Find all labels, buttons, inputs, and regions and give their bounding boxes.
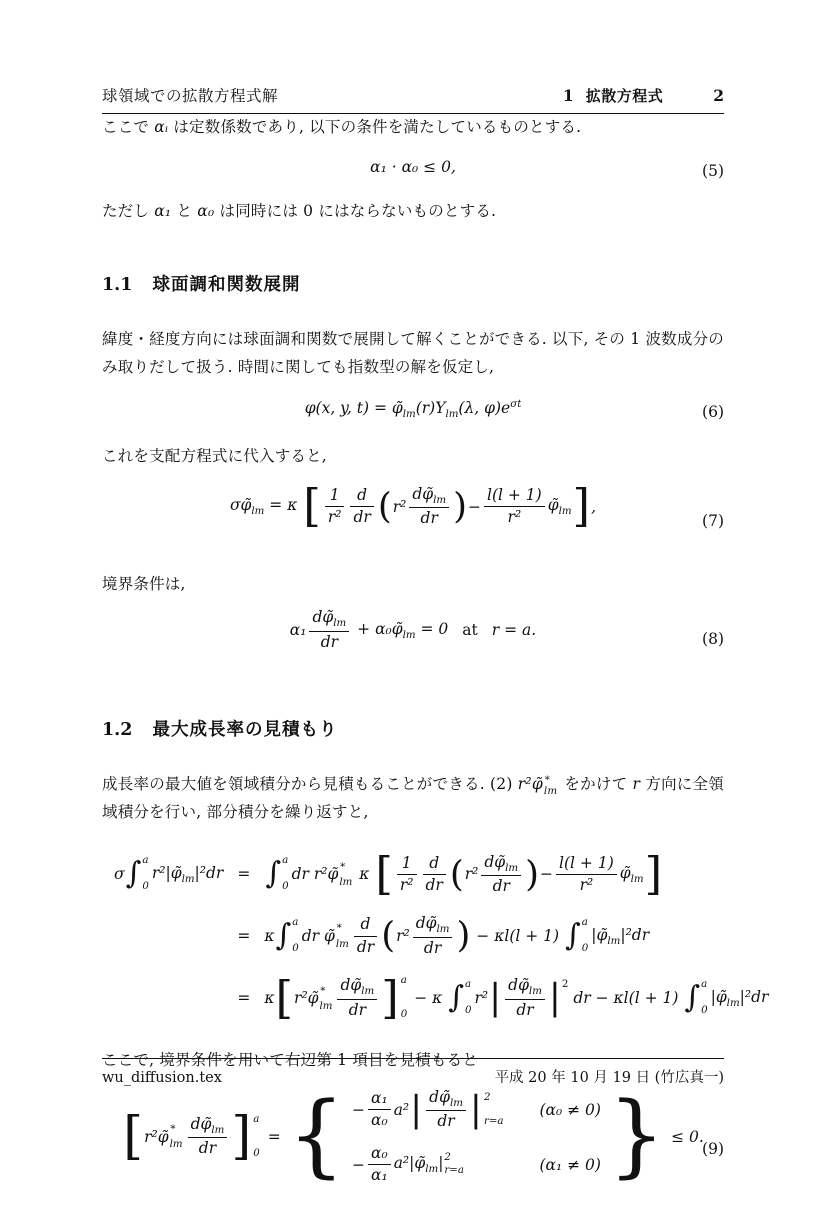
fraction-denominator: dr bbox=[423, 874, 446, 895]
math-run: r² bbox=[474, 989, 489, 1008]
header-section-title: 拡散方程式 bbox=[585, 87, 664, 105]
subscript-lm: lm bbox=[402, 409, 416, 421]
left-bar: | bbox=[410, 1089, 423, 1130]
integral-lower-limit: 0 bbox=[282, 881, 289, 893]
align-row3-rel: = bbox=[237, 989, 251, 1008]
equation-number-6: (6) bbox=[702, 403, 724, 422]
fraction-denominator: r² bbox=[325, 506, 345, 527]
align-row1-lhs bbox=[114, 856, 223, 892]
right-bracket: ] bbox=[644, 847, 663, 901]
left-bracket: [ bbox=[303, 479, 321, 533]
header-page-number: 2 bbox=[713, 86, 724, 105]
paragraph-first-term: ここで, 境界条件を用いて右辺第 1 項目を見積もると bbox=[102, 1050, 478, 1069]
integral-limits bbox=[465, 980, 472, 1016]
integral-limits bbox=[292, 918, 299, 954]
math-alpha-i: αᵢ bbox=[154, 118, 169, 136]
fraction-dphi-over-dr bbox=[481, 853, 521, 897]
fraction-dphi-over-dr bbox=[188, 1115, 228, 1159]
right-bar: | bbox=[469, 1089, 482, 1130]
sup-sub-stack bbox=[339, 861, 352, 888]
fraction-dphi-over-dr bbox=[337, 976, 377, 1020]
fraction-numerator bbox=[426, 1088, 466, 1110]
superscript-2: 2 bbox=[561, 979, 569, 991]
math-run: r = a. bbox=[491, 621, 537, 640]
text-run: と bbox=[171, 201, 198, 220]
fraction-dphi-over-dr bbox=[426, 1088, 466, 1132]
math-run: = 0 bbox=[415, 619, 449, 638]
equation-number-5: (5) bbox=[702, 161, 724, 180]
subscript-lm: lm bbox=[211, 1125, 225, 1137]
equation-6-body bbox=[102, 399, 724, 420]
math-run: , bbox=[591, 497, 597, 516]
fraction-1-over-r2 bbox=[325, 486, 345, 528]
math-run bbox=[394, 1154, 444, 1175]
text-run: は同時には 0 にはならないものとする. bbox=[214, 201, 497, 220]
math-run: dφ̃ bbox=[190, 1114, 212, 1133]
subscript-lm: lm bbox=[607, 935, 621, 947]
fraction-numerator: d bbox=[357, 485, 368, 504]
superscript-star: ∗ bbox=[335, 921, 343, 933]
math-run: φ(x, y, t) = φ̃ bbox=[304, 399, 403, 418]
right-bracket: ] bbox=[231, 1106, 252, 1166]
case-2-condition: (α₁ ≠ 0) bbox=[539, 1155, 601, 1174]
page-content bbox=[102, 0, 769, 1210]
math-run: |²dr bbox=[620, 925, 650, 944]
lower-limit: 0 bbox=[253, 1147, 260, 1159]
math-r2-phi-star-lm bbox=[517, 772, 559, 797]
subscript-lm: lm bbox=[433, 494, 447, 506]
math-run bbox=[548, 496, 572, 517]
subscript-lm: lm bbox=[169, 1139, 183, 1151]
math-run: σφ̃ bbox=[229, 496, 252, 515]
page-footer bbox=[102, 1058, 724, 1087]
subscript-lm: lm bbox=[558, 506, 572, 518]
integral-sign: ∫ bbox=[448, 980, 464, 1016]
math-run: dφ̃ bbox=[412, 484, 434, 503]
math-run: dφ̃ bbox=[484, 852, 506, 871]
upper-limit: a bbox=[253, 1113, 260, 1125]
superscript-star: ∗ bbox=[543, 772, 552, 784]
integral-limits bbox=[142, 856, 149, 892]
subscript-lm: lm bbox=[402, 629, 416, 641]
fraction-numerator: l(l + 1) bbox=[559, 853, 614, 872]
fraction-denominator: dr bbox=[309, 631, 349, 652]
math-run: |φ̃ bbox=[591, 925, 608, 944]
left-paren: ( bbox=[381, 915, 396, 957]
integral-0-a bbox=[265, 856, 288, 892]
integral-sign: ∫ bbox=[565, 918, 581, 954]
fraction-denominator: r² bbox=[556, 874, 617, 895]
math-run: φ̃ bbox=[619, 863, 631, 882]
sup-sub-stack bbox=[544, 774, 557, 797]
math-run: dr − κl(l + 1) bbox=[568, 989, 684, 1008]
right-paren: ) bbox=[525, 853, 540, 895]
fraction-numerator: d bbox=[360, 915, 371, 934]
header-right bbox=[563, 85, 724, 106]
subscript-lm: lm bbox=[726, 997, 740, 1009]
fraction-denominator: r² bbox=[397, 874, 417, 895]
text-run: ただし bbox=[102, 201, 155, 220]
math-run: = bbox=[267, 1127, 281, 1146]
section-number: 1.2 bbox=[102, 720, 133, 741]
fraction-numerator bbox=[337, 976, 377, 998]
math-run: σ bbox=[114, 865, 125, 884]
math-run: − κ bbox=[409, 989, 448, 1008]
header-section-number: 1 bbox=[562, 86, 574, 105]
equation-8-body bbox=[102, 608, 724, 652]
paragraph-boundary: 境界条件は, bbox=[102, 574, 186, 593]
integral-upper-limit: a bbox=[292, 916, 299, 928]
equation-6 bbox=[102, 399, 724, 425]
math-run: dφ̃ bbox=[312, 608, 334, 627]
math-at-keyword: at bbox=[462, 621, 478, 640]
fraction-ll1-over-r2 bbox=[484, 486, 545, 528]
align-row2-rel: = bbox=[237, 927, 251, 946]
left-paren: ( bbox=[377, 485, 392, 527]
math-run: ≤ 0. bbox=[666, 1127, 704, 1146]
left-bracket: [ bbox=[375, 847, 393, 901]
math-run bbox=[230, 496, 302, 517]
math-run: a²|φ̃ bbox=[393, 1153, 426, 1172]
math-run: κ bbox=[264, 989, 275, 1008]
text-run: ここで bbox=[102, 118, 155, 136]
fraction-denominator: dr bbox=[481, 875, 521, 896]
math-run: α₁ · α₀ ≤ 0, bbox=[370, 157, 456, 176]
cases-block bbox=[352, 1088, 601, 1185]
fraction-d-over-dr bbox=[350, 486, 373, 528]
fraction-1-over-r2 bbox=[397, 854, 417, 896]
superscript-2: 2 bbox=[483, 1091, 491, 1103]
integral-0-a bbox=[684, 980, 707, 1016]
align-row3-rhs bbox=[264, 970, 769, 1024]
bracket-limits bbox=[253, 1115, 260, 1159]
right-bracket: ] bbox=[572, 479, 591, 533]
align-row1-rel: = bbox=[237, 865, 251, 884]
subscript-lm: lm bbox=[339, 876, 353, 888]
integral-sign: ∫ bbox=[265, 856, 282, 892]
subscript-lm: lm bbox=[449, 1098, 463, 1110]
case-1-expression bbox=[352, 1088, 505, 1132]
fraction-numerator bbox=[409, 485, 449, 507]
math-run: dφ̃ bbox=[415, 914, 437, 933]
fraction-denominator: dr bbox=[188, 1137, 228, 1158]
subscript-lm: lm bbox=[505, 862, 519, 874]
math-run: (r)Y bbox=[415, 399, 446, 418]
align-row2-rhs bbox=[264, 914, 768, 958]
math-run: dφ̃ bbox=[340, 976, 362, 995]
superscript-star: ∗ bbox=[169, 1122, 177, 1134]
math-run: |²dr bbox=[739, 987, 769, 1006]
integral-limits bbox=[701, 980, 708, 1016]
integral-lower-limit: 0 bbox=[701, 1005, 708, 1017]
math-run: r² bbox=[392, 497, 407, 516]
math-run: + α₀φ̃ bbox=[352, 619, 403, 638]
text-run: 方向に全領域積分を行い, 部分積分を繰り返すと, bbox=[102, 775, 724, 822]
integral-0-a bbox=[448, 980, 471, 1016]
subscript-lm: lm bbox=[543, 785, 558, 797]
paragraph-alpha-condition bbox=[102, 114, 724, 142]
equation-7-body bbox=[102, 479, 724, 533]
lower-limit: 0 bbox=[400, 1009, 408, 1021]
right-paren: ) bbox=[456, 915, 471, 957]
subscript-lm: lm bbox=[319, 1000, 333, 1012]
upper-limit: a bbox=[400, 975, 407, 987]
math-alpha-0: α₀ bbox=[197, 201, 215, 220]
text-run: をかけて bbox=[559, 775, 633, 794]
section-title: 最大成長率の見積もり bbox=[152, 720, 338, 741]
integral-upper-limit: a bbox=[581, 916, 588, 928]
fraction-numerator: 1 bbox=[329, 485, 340, 504]
align-row1-rhs bbox=[264, 847, 768, 901]
equation-number-8: (8) bbox=[702, 630, 724, 649]
fraction-numerator bbox=[188, 1115, 228, 1137]
math-run: r²φ̃ bbox=[144, 1127, 169, 1146]
integral-0-a bbox=[565, 918, 588, 954]
math-run bbox=[591, 926, 649, 947]
subscript-lm: lm bbox=[445, 409, 459, 421]
equation-7 bbox=[102, 479, 724, 557]
math-run bbox=[711, 988, 769, 1009]
subscript-lm: lm bbox=[425, 1164, 439, 1176]
bracket-limits bbox=[401, 976, 408, 1020]
math-run: dφ̃ bbox=[429, 1088, 450, 1107]
fraction-ll1-over-r2 bbox=[556, 854, 617, 896]
integral-sign: ∫ bbox=[684, 980, 701, 1016]
page-header bbox=[102, 0, 724, 114]
math-run: r² bbox=[396, 927, 410, 946]
equation-number-7: (7) bbox=[702, 511, 724, 530]
left-paren: ( bbox=[449, 853, 464, 895]
math-run: r²φ̃ bbox=[517, 775, 543, 794]
subscript-lm: lm bbox=[333, 618, 347, 630]
superscript-sigma-t: σt bbox=[510, 399, 522, 411]
subscript-r-eq-a: r=a bbox=[483, 1115, 504, 1127]
fraction-numerator: α₁ bbox=[371, 1089, 388, 1108]
equation-5-body bbox=[102, 158, 724, 176]
subscript-lm: lm bbox=[361, 986, 375, 998]
fraction-numerator bbox=[413, 914, 453, 936]
fraction-denominator: dr bbox=[505, 999, 545, 1020]
integral-lower-limit: 0 bbox=[464, 1005, 472, 1017]
math-run bbox=[305, 399, 522, 420]
fraction-d-over-dr bbox=[354, 915, 377, 957]
section-title: 球面調和関数展開 bbox=[152, 275, 301, 296]
integral-upper-limit: a bbox=[282, 855, 289, 867]
section-heading-1-1 bbox=[102, 271, 724, 296]
subscript-r-eq-a: r=a bbox=[444, 1165, 464, 1177]
math-run bbox=[152, 864, 223, 885]
subscript-lm: lm bbox=[335, 938, 349, 950]
math-run: − bbox=[352, 1155, 365, 1174]
integral-sign: ∫ bbox=[125, 856, 142, 892]
paragraph-growth-rate bbox=[102, 771, 724, 826]
fraction-dphi-over-dr bbox=[505, 976, 545, 1020]
sup-sub-stack bbox=[484, 1093, 504, 1127]
fraction-numerator bbox=[481, 853, 521, 875]
subscript-lm: lm bbox=[181, 873, 195, 885]
paragraph-substitute: これを支配方程式に代入すると, bbox=[102, 447, 327, 466]
right-bracket: ] bbox=[381, 970, 399, 1024]
math-run: dr r²φ̃ bbox=[291, 865, 339, 884]
fraction-numerator: l(l + 1) bbox=[487, 485, 542, 504]
fraction-denominator: α₀ bbox=[368, 1109, 391, 1130]
integral-sign: ∫ bbox=[275, 918, 292, 954]
math-run: − bbox=[468, 497, 481, 516]
subscript-lm: lm bbox=[630, 873, 644, 885]
fraction-denominator: dr bbox=[409, 507, 449, 528]
left-bracket: [ bbox=[275, 970, 294, 1024]
math-alpha-1: α₁ bbox=[154, 201, 172, 220]
integral-upper-limit: a bbox=[464, 979, 472, 991]
superscript-star: ∗ bbox=[319, 983, 327, 995]
fraction-dphi-over-dr bbox=[409, 485, 449, 529]
section-number: 1.1 bbox=[102, 275, 133, 296]
math-run bbox=[352, 620, 448, 641]
integral-limits bbox=[282, 856, 289, 892]
fraction-numerator: 1 bbox=[401, 853, 412, 872]
fraction-dphi-over-dr bbox=[413, 914, 453, 958]
fraction-numerator: α₀ bbox=[371, 1143, 388, 1162]
equation-align-block bbox=[114, 847, 769, 1024]
right-brace: } bbox=[607, 1083, 666, 1188]
text-run: は定数係数であり, 以下の条件を満たしているものとする. bbox=[168, 118, 582, 136]
fraction-denominator: dr bbox=[426, 1110, 466, 1131]
math-run: dφ̃ bbox=[508, 976, 529, 995]
math-run: r²|φ̃ bbox=[151, 863, 182, 882]
integral-lower-limit: 0 bbox=[142, 881, 149, 893]
text-run: 成長率の最大値を領域積分から見積もることができる. (2) bbox=[102, 775, 518, 794]
paragraph-spherical-harmonics: 緯度・経度方向には球面調和関数で展開して解くことができる. 以下, その 1 波数成分のみ取りだして扱う. 時間に関しても指数型の解を仮定し, bbox=[102, 330, 724, 376]
math-run: κ bbox=[354, 865, 375, 884]
equation-8 bbox=[102, 608, 724, 670]
equation-9 bbox=[102, 1083, 724, 1210]
math-run: (λ, φ)e bbox=[458, 399, 511, 418]
math-run: = κ bbox=[264, 496, 303, 515]
case-2-expression bbox=[352, 1144, 505, 1186]
integral-0-a bbox=[275, 918, 298, 954]
integral-upper-limit: a bbox=[142, 855, 149, 867]
fraction-dphi-over-dr bbox=[309, 608, 349, 652]
math-run: |φ̃ bbox=[710, 987, 727, 1006]
math-run: a² bbox=[393, 1100, 410, 1119]
math-run: r²φ̃ bbox=[294, 989, 319, 1008]
case-1-condition: (α₀ ≠ 0) bbox=[539, 1100, 601, 1119]
math-run: φ̃ bbox=[547, 496, 559, 515]
integral-lower-limit: 0 bbox=[581, 943, 589, 955]
fraction-alpha1-over-alpha0 bbox=[368, 1089, 391, 1131]
equation-9-body bbox=[102, 1083, 724, 1188]
subscript-lm: lm bbox=[251, 506, 265, 518]
superscript-2: 2 bbox=[444, 1151, 451, 1163]
integral-0-a bbox=[126, 856, 149, 892]
fraction-alpha0-over-alpha1 bbox=[368, 1144, 391, 1186]
sup-sub-stack bbox=[170, 1123, 183, 1150]
left-brace: { bbox=[287, 1083, 345, 1188]
superscript-star: ∗ bbox=[339, 859, 347, 871]
fraction-denominator: dr bbox=[350, 506, 373, 527]
left-bracket: [ bbox=[123, 1106, 144, 1166]
fraction-numerator: d bbox=[429, 853, 440, 872]
math-run: − κl(l + 1) bbox=[471, 927, 565, 946]
math-run: dr φ̃ bbox=[301, 927, 335, 946]
fraction-denominator: dr bbox=[337, 999, 377, 1020]
math-run: κ bbox=[264, 927, 275, 946]
math-run: | bbox=[438, 1153, 444, 1172]
equation-5 bbox=[102, 158, 724, 184]
math-run: − bbox=[540, 865, 554, 884]
fraction-denominator: r² bbox=[484, 506, 545, 527]
right-paren: ) bbox=[453, 485, 467, 527]
fraction-numerator bbox=[505, 976, 545, 998]
fraction-d-over-dr bbox=[423, 854, 446, 896]
sup-sub-stack bbox=[336, 922, 349, 949]
section-heading-1-2 bbox=[102, 716, 724, 741]
footer-date: 平成 20 年 10 月 19 日 (竹広真一) bbox=[494, 1070, 724, 1086]
math-r: r bbox=[632, 775, 641, 794]
paragraph-alpha-nonzero bbox=[102, 198, 724, 226]
fraction-denominator: α₁ bbox=[368, 1164, 391, 1185]
fraction-denominator: dr bbox=[413, 937, 453, 958]
sup-sub-stack bbox=[444, 1153, 464, 1176]
integral-limits bbox=[582, 918, 589, 954]
fraction-numerator bbox=[309, 608, 349, 630]
footer-filename: wu_diffusion.tex bbox=[102, 1070, 222, 1086]
equation-number-9: (9) bbox=[702, 1140, 724, 1159]
math-run: − bbox=[352, 1100, 365, 1119]
left-bar: | bbox=[489, 977, 502, 1019]
math-run bbox=[620, 864, 644, 885]
integral-lower-limit: 0 bbox=[292, 943, 299, 955]
fraction-denominator: dr bbox=[354, 936, 377, 957]
subscript-lm: lm bbox=[528, 986, 542, 998]
header-title: 球領域での拡散方程式解 bbox=[102, 87, 279, 105]
subscript-lm: lm bbox=[436, 924, 450, 936]
math-run: |²dr bbox=[194, 863, 224, 882]
math-run: r² bbox=[464, 865, 479, 884]
integral-upper-limit: a bbox=[701, 979, 708, 991]
math-run: α₁ bbox=[289, 621, 307, 640]
right-bar: | bbox=[548, 977, 561, 1019]
sup-sub-stack bbox=[320, 985, 333, 1012]
